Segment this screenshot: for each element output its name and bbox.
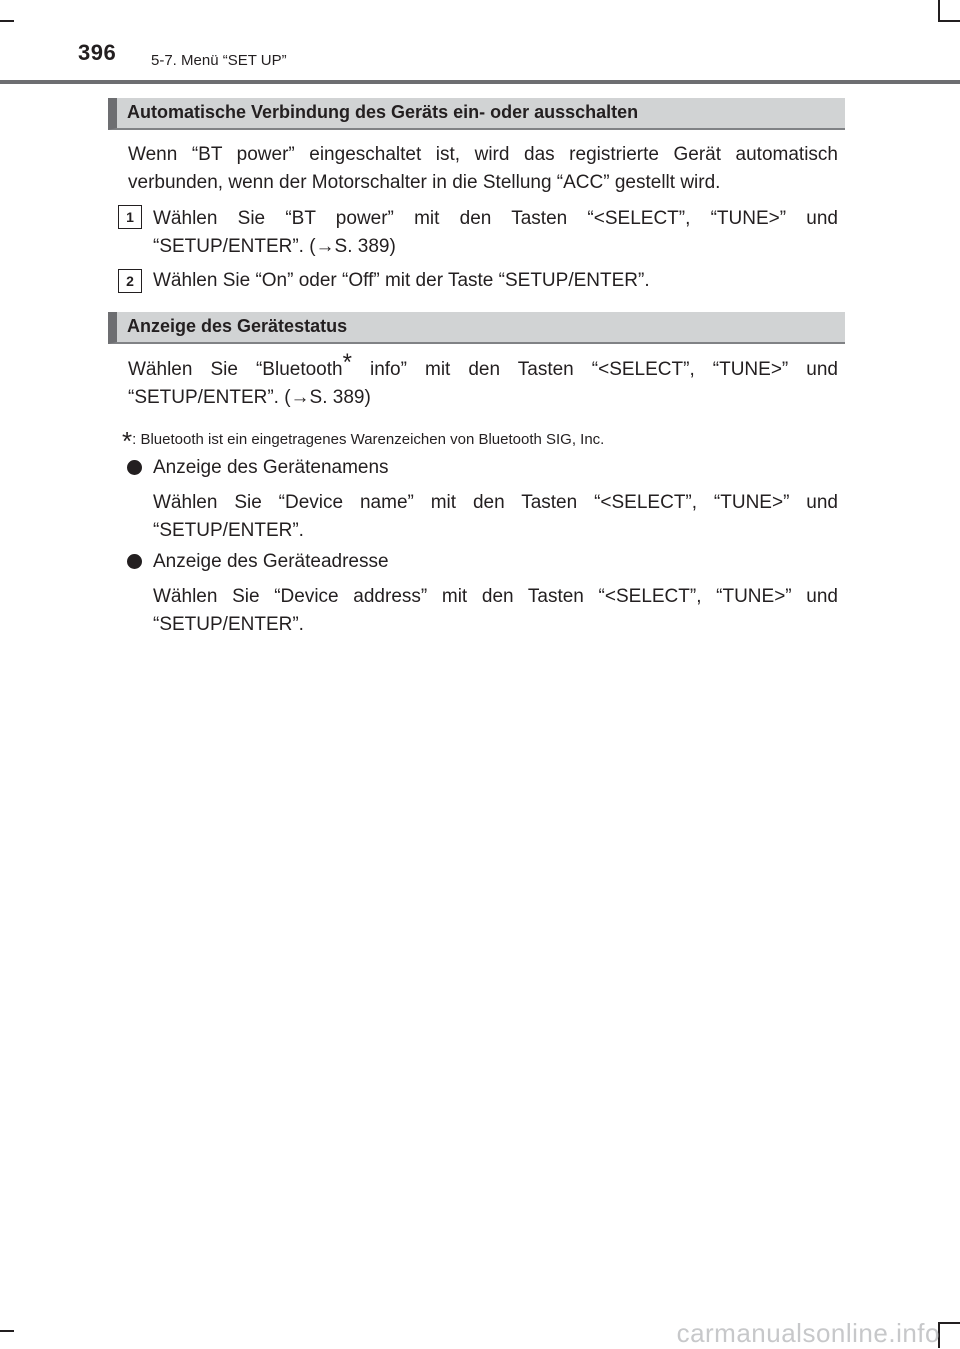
- section-heading-text: Automatische Verbindung des Geräts ein- oder ausschalten: [127, 102, 639, 122]
- section-intro: Wenn “BT power” eingeschaltet ist, wird das registrierte Gerät automatisch verbunden, wenn der Motorschalter in die Stellung “ACC” gestellt wird.: [128, 144, 838, 193]
- crop-mark: [940, 20, 960, 22]
- bullet-text: Wählen Sie “Device address” mit den Tasten “<SELECT”, “TUNE>” und “SETUP/ENTER”.: [153, 586, 838, 635]
- bullet-icon: [127, 554, 142, 569]
- header-rule: [0, 80, 960, 84]
- section-heading-text: Anzeige des Gerätestatus: [127, 316, 348, 336]
- footnote-marker: *: [342, 348, 352, 376]
- bullet-heading: Anzeige des Gerätenamens: [153, 457, 389, 478]
- footnote: [122, 420, 605, 456]
- crop-mark: [940, 1322, 960, 1324]
- step-text: Wählen Sie “BT power” mit den Tasten “<SELECT”, “TUNE>” und “SETUP/ENTER”. (→S. 389): [153, 208, 838, 257]
- footnote-text: : Bluetooth ist ein eingetragenes Warenzeichen von Bluetooth SIG, Inc.: [132, 431, 605, 448]
- footnote-marker: *: [122, 426, 133, 456]
- crop-mark: [0, 1330, 14, 1332]
- intro-text: Wählen Sie “Bluetooth: [128, 359, 343, 380]
- watermark: carmanualsonline.info: [676, 1318, 940, 1348]
- bullet-heading: Anzeige des Geräteadresse: [153, 551, 389, 572]
- step-number-box: 1: [118, 205, 142, 229]
- step-number-box: 2: [118, 269, 142, 293]
- bullet-icon: [127, 460, 142, 475]
- intro-text: info” mit den Tasten “<SELECT”, “TUNE>” und “SETUP/ENTER”. (→S. 389): [128, 359, 838, 408]
- crop-mark: [0, 20, 14, 22]
- section-heading: [108, 98, 845, 130]
- section-intro: [128, 348, 838, 412]
- chapter-title: 5-7. Menü “SET UP”: [151, 52, 287, 69]
- bullet-text: Wählen Sie “Device name” mit den Tasten “<SELECT”, “TUNE>” und “SETUP/ENTER”.: [153, 492, 838, 541]
- step-text: Wählen Sie “On” oder “Off” mit der Taste “SETUP/ENTER”.: [153, 270, 650, 291]
- crop-mark: [938, 0, 940, 22]
- page-number: 396: [78, 40, 117, 65]
- section-heading: [108, 312, 845, 344]
